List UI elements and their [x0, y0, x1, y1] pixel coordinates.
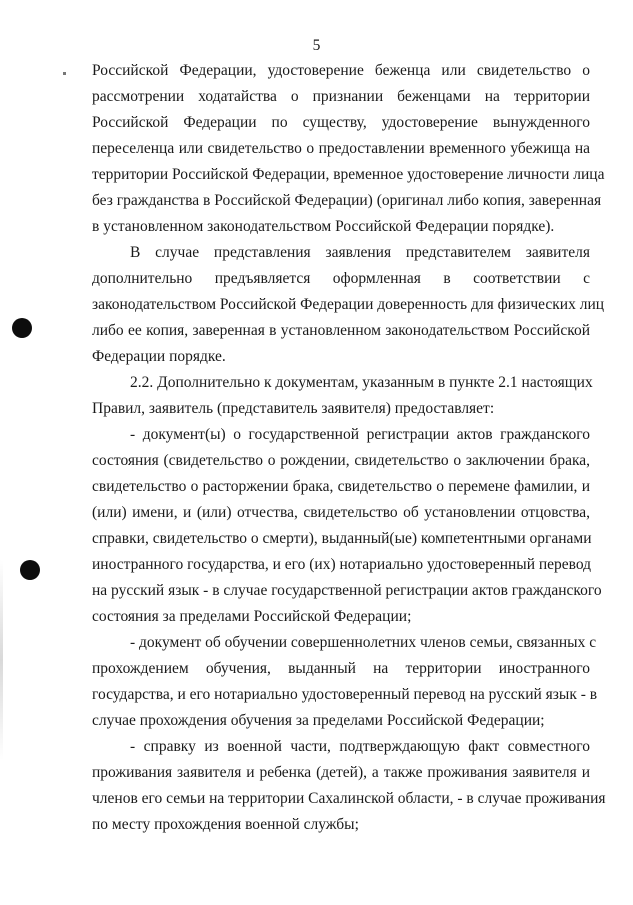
text-line: территории Российской Федерации, временное удостоверение личности лица	[92, 166, 605, 183]
text-line: Российской Федерации по существу, удостоверение вынужденного	[92, 114, 590, 131]
text-line: на русский язык - в случае государственной регистрации актов гражданского	[92, 582, 602, 599]
text-line: Федерации порядке.	[92, 348, 226, 365]
text-line: либо ее копия, заверенная в установленном законодательством Российской	[92, 322, 590, 339]
text-line: свидетельство о расторжении брака, свидетельство о перемене фамилии, и	[92, 478, 590, 495]
text-line: законодательством Российской Федерации доверенность для физических лиц	[92, 296, 605, 313]
text-line: прохождением обучения, выданный на территории иностранного	[92, 660, 590, 677]
paragraph-2	[92, 240, 605, 370]
text-line: рассмотрении ходатайства о признании беженцами на территории	[92, 88, 590, 105]
list-item-civil-registration	[92, 422, 602, 630]
text-line: по месту прохождения военной службы;	[92, 816, 359, 833]
text-line: состояния за пределами Российской Федерации;	[92, 608, 412, 625]
text-line: переселенца или свидетельство о предоставлении временного убежища на	[92, 140, 590, 157]
text-line: - документ об обучении совершеннолетних членов семьи, связанных с	[130, 634, 597, 651]
text-line: состояния (свидетельство о рождении, свидетельство о заключении брака,	[92, 452, 590, 469]
text-line: государства, и его нотариально удостоверенный перевод на русский язык - в	[92, 686, 598, 703]
punch-hole-upper	[12, 318, 32, 338]
page-number: 5	[312, 37, 321, 54]
text-line: В случае представления заявления представителем заявителя	[130, 244, 590, 261]
text-line: в установленном законодательством Российской Федерации порядке).	[92, 218, 555, 235]
punch-hole-lower	[20, 560, 40, 580]
text-line: (или) имени, и (или) отчества, свидетельство об установлении отцовства,	[92, 504, 590, 521]
left-margin-mark	[63, 72, 66, 75]
document-body	[92, 58, 606, 838]
text-line: иностранного государства, и его (их) нотариально удостоверенный перевод	[92, 556, 592, 573]
text-line: дополнительно предъявляется оформленная в соответствии с	[92, 270, 590, 287]
text-line: - справку из военной части, подтверждающую факт совместного	[130, 738, 590, 755]
text-line: Правил, заявитель (представитель заявителя) предоставляет:	[92, 400, 495, 417]
scan-edge	[0, 560, 3, 760]
paragraph-1	[92, 58, 605, 240]
paragraph-3	[92, 370, 593, 422]
text-line: без гражданства в Российской Федерации) (оригинал либо копия, заверенная	[92, 192, 602, 209]
text-line: проживания заявителя и ребенка (детей), а также проживания заявителя и	[92, 764, 590, 781]
text-line: членов его семьи на территории Сахалинской области, - в случае проживания	[92, 790, 606, 807]
list-item-military-certificate	[92, 734, 606, 838]
text-line: Российской Федерации, удостоверение беженца или свидетельство о	[92, 62, 590, 79]
text-line: случае прохождения обучения за пределами Российской Федерации;	[92, 712, 545, 729]
text-line: 2.2. Дополнительно к документам, указанным в пункте 2.1 настоящих	[130, 374, 593, 391]
text-line: - документ(ы) о государственной регистрации актов гражданского	[130, 426, 590, 443]
text-line: справки, свидетельство о смерти), выданный(ые) компетентными органами	[92, 530, 592, 547]
list-item-education-document	[92, 630, 598, 734]
